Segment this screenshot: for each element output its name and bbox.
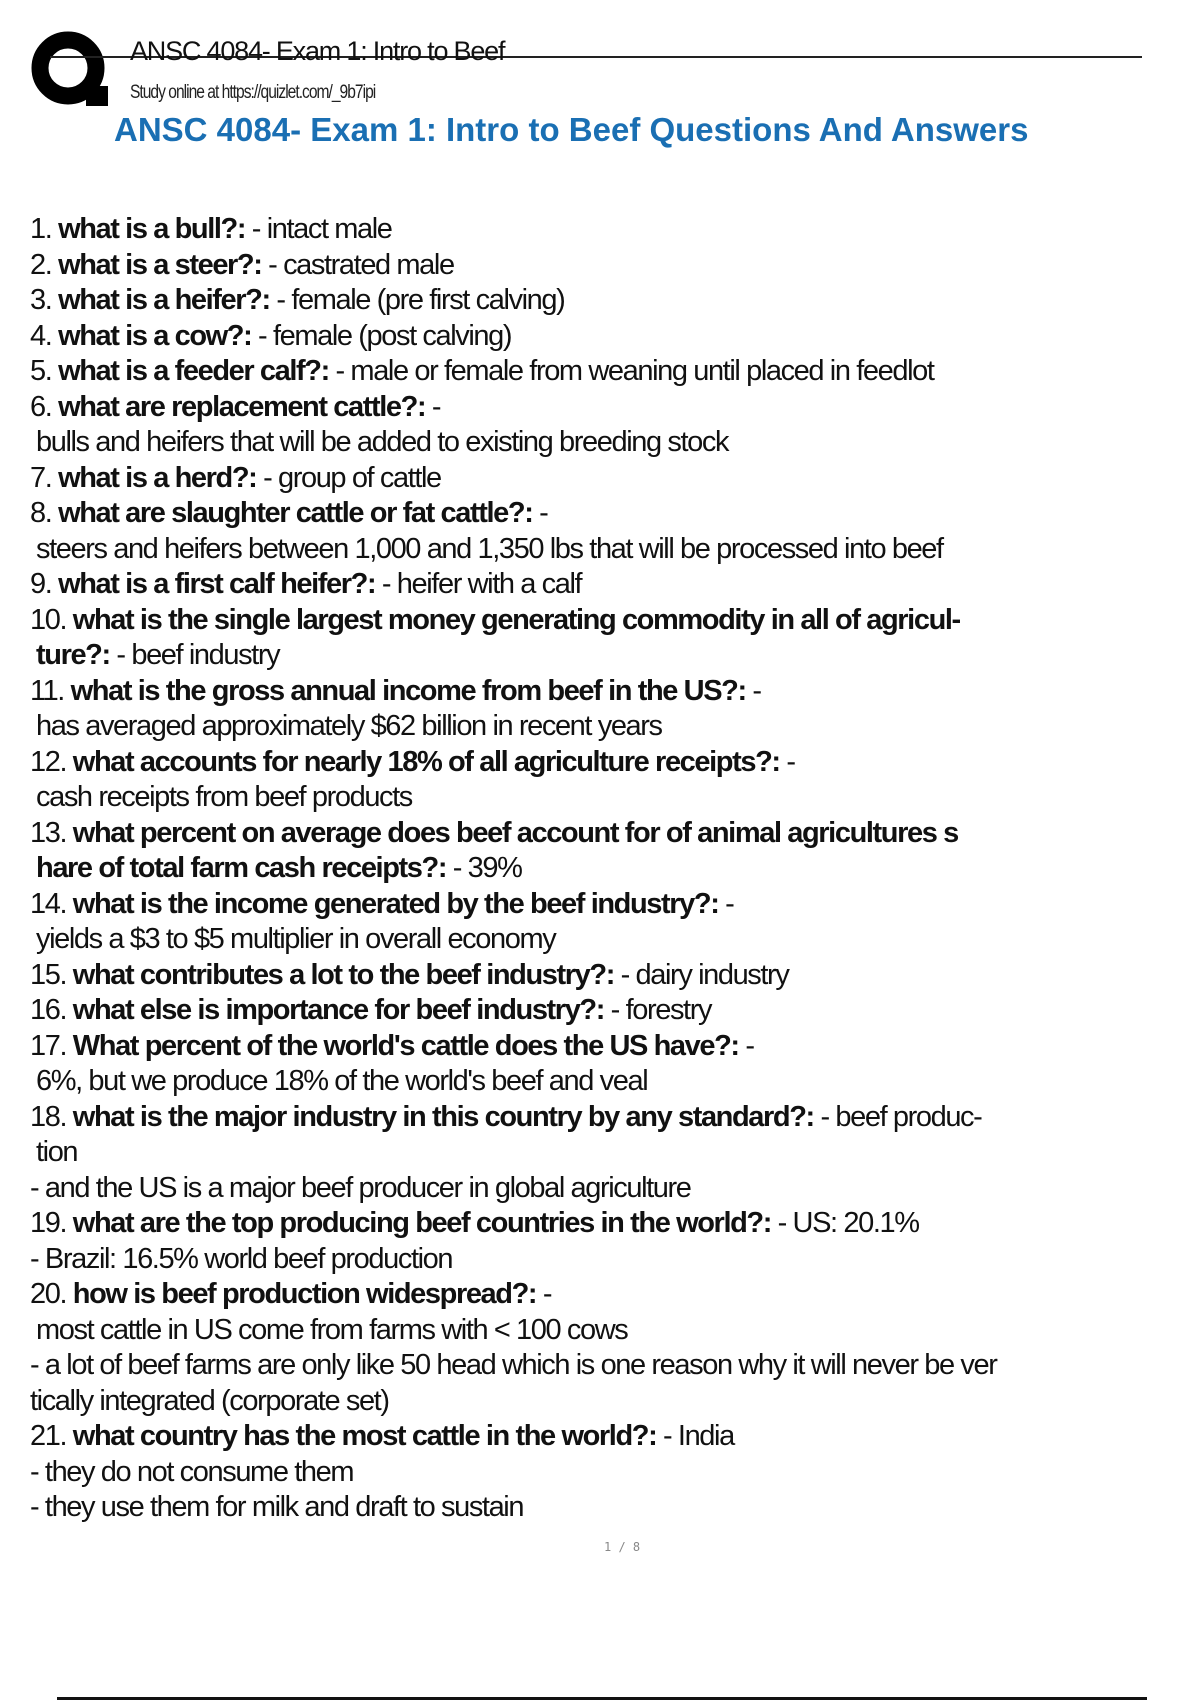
question-text: what is a heifer?: xyxy=(58,284,270,316)
answer-text: - India xyxy=(656,1420,734,1452)
answer-continuation: bulls and heifers that will be added to existing breeding stock xyxy=(36,426,729,458)
question-number: 20. xyxy=(30,1278,67,1310)
question-text: what else is importance for beef industry?: xyxy=(72,994,604,1026)
question-text: what is a bull?: xyxy=(58,213,246,245)
answer-continuation: yields a $3 to $5 multiplier in overall economy xyxy=(36,923,556,955)
question-number: 11. xyxy=(30,674,64,707)
answer-continuation: most cattle in US come from farms with < 100 cows xyxy=(36,1313,628,1346)
question-text: what is the single largest money generating commodity in all of agricul- xyxy=(72,603,960,636)
question-text: what is the major industry in this country by any standard?: xyxy=(72,1100,814,1133)
qa-item xyxy=(30,1206,1180,1277)
question-number: 18. xyxy=(30,1100,67,1133)
answer-text: - xyxy=(532,497,548,529)
answer-continuation: - they do not consume them xyxy=(30,1455,354,1488)
question-text: what is the income generated by the beef industry?: xyxy=(72,887,719,920)
answer-text: - xyxy=(745,674,761,707)
answer-continuation: cash receipts from beef products xyxy=(36,781,412,813)
question-text-continued: hare of total farm cash receipts?: xyxy=(36,852,447,884)
question-number: 15. xyxy=(30,958,67,991)
answer-text: - xyxy=(425,390,441,423)
question-number: 6. xyxy=(30,390,52,423)
question-number: 1. xyxy=(30,213,52,245)
question-number: 16. xyxy=(30,994,67,1026)
qa-item xyxy=(30,1100,1180,1207)
answer-continuation: tion xyxy=(36,1136,78,1168)
question-text: what are the top producing beef countries in the world?: xyxy=(72,1207,771,1239)
answer-continuation: tically integrated (corporate set) xyxy=(30,1384,389,1417)
answer-continuation: - and the US is a major beef producer in global agriculture xyxy=(30,1171,691,1204)
question-number: 13. xyxy=(30,816,67,849)
answer-continuation: steers and heifers between 1,000 and 1,350 lbs that will be processed into beef xyxy=(36,532,943,565)
question-text: what are slaughter cattle or fat cattle?: xyxy=(58,497,533,529)
answer-text: - xyxy=(718,887,734,920)
qa-item xyxy=(30,816,1180,887)
question-number: 3. xyxy=(30,284,52,316)
qa-item xyxy=(30,212,1180,248)
qa-item xyxy=(30,283,1180,319)
question-text: What percent of the world's cattle does the US have?: xyxy=(72,1029,739,1062)
qa-item xyxy=(30,319,1180,355)
study-online-link[interactable]: Study online at https://quizlet.com/_9b7ipi xyxy=(130,82,376,103)
answer-text: - xyxy=(779,745,795,778)
question-number: 8. xyxy=(30,497,52,529)
document-title: ANSC 4084- Exam 1: Intro to Beef Questions And Answers xyxy=(114,111,1029,148)
question-text: what is a first calf heifer?: xyxy=(58,568,376,600)
qa-item xyxy=(30,993,1180,1029)
qa-item xyxy=(30,1029,1180,1100)
question-number: 17. xyxy=(30,1029,67,1062)
question-text: what accounts for nearly 18% of all agriculture receipts?: xyxy=(72,745,780,778)
answer-text: - forestry xyxy=(604,994,712,1026)
answer-continuation: - they use them for milk and draft to sustain xyxy=(30,1491,524,1523)
question-number: 14. xyxy=(30,887,67,920)
question-number: 4. xyxy=(30,319,52,352)
answer-text: - dairy industry xyxy=(613,958,789,991)
question-text-continued: ture?: xyxy=(36,639,110,671)
question-text: what contributes a lot to the beef industry?: xyxy=(72,958,614,991)
question-text: what is a steer?: xyxy=(58,248,262,281)
qa-item xyxy=(30,354,1180,390)
quizlet-q-logo-icon xyxy=(30,30,114,110)
qa-item xyxy=(30,248,1180,284)
answer-text: - female (post calving) xyxy=(251,319,512,352)
qa-list xyxy=(30,212,1180,1526)
answer-text: - male or female from weaning until placed in feedlot xyxy=(328,355,934,387)
question-continuation xyxy=(30,638,1180,674)
answer-continuation: - a lot of beef farms are only like 50 head which is one reason why it will never be ver xyxy=(30,1349,997,1381)
answer-text: - intact male xyxy=(245,213,392,245)
question-number: 12. xyxy=(30,745,67,778)
answer-text: - castrated male xyxy=(261,248,454,281)
qa-item xyxy=(30,1419,1180,1526)
qa-item xyxy=(30,745,1180,816)
answer-text: - xyxy=(738,1029,754,1062)
header-title: ANSC 4084- Exam 1: Intro to Beef xyxy=(130,36,505,66)
question-number: 19. xyxy=(30,1207,67,1239)
question-number: 10. xyxy=(30,603,67,636)
qa-item xyxy=(30,496,1180,567)
question-text: how is beef production widespread?: xyxy=(72,1278,537,1310)
qa-item xyxy=(30,958,1180,994)
answer-text: - beef produc- xyxy=(813,1100,982,1133)
qa-item xyxy=(30,390,1180,461)
answer-text: - xyxy=(536,1278,552,1310)
question-text: what percent on average does beef account for of animal agricultures s xyxy=(72,816,958,849)
question-number: 7. xyxy=(30,461,52,494)
answer-text: - heifer with a calf xyxy=(375,568,582,600)
question-text: what country has the most cattle in the world?: xyxy=(72,1420,657,1452)
qa-item xyxy=(30,603,1180,674)
question-text: what are replacement cattle?: xyxy=(58,390,426,423)
question-number: 2. xyxy=(30,248,52,281)
question-text: what is the gross annual income from beef in the US?: xyxy=(70,674,746,707)
answer-continuation: has averaged approximately $62 billion in recent years xyxy=(36,710,662,742)
question-number: 21. xyxy=(30,1420,67,1452)
answer-continuation: - Brazil: 16.5% world beef production xyxy=(30,1242,453,1275)
question-text: what is a herd?: xyxy=(58,461,257,494)
page-number: 1 / 8 xyxy=(604,1540,641,1554)
answer-text: - US: 20.1% xyxy=(770,1207,919,1239)
question-text: what is a feeder calf?: xyxy=(58,355,329,387)
question-continuation xyxy=(30,851,1180,887)
qa-item xyxy=(30,461,1180,497)
answer-continuation: 6%, but we produce 18% of the world's beef and veal xyxy=(36,1065,648,1097)
question-number: 9. xyxy=(30,568,52,600)
qa-item xyxy=(30,887,1180,958)
answer-text: - 39% xyxy=(446,852,522,884)
answer-text: - female (pre first calving) xyxy=(269,284,565,316)
answer-text: - group of cattle xyxy=(256,461,441,494)
qa-item xyxy=(30,567,1180,603)
qa-item xyxy=(30,1277,1180,1419)
answer-text: - beef industry xyxy=(109,639,280,671)
question-text: what is a cow?: xyxy=(58,319,252,352)
qa-item xyxy=(30,674,1180,745)
question-number: 5. xyxy=(30,355,52,387)
